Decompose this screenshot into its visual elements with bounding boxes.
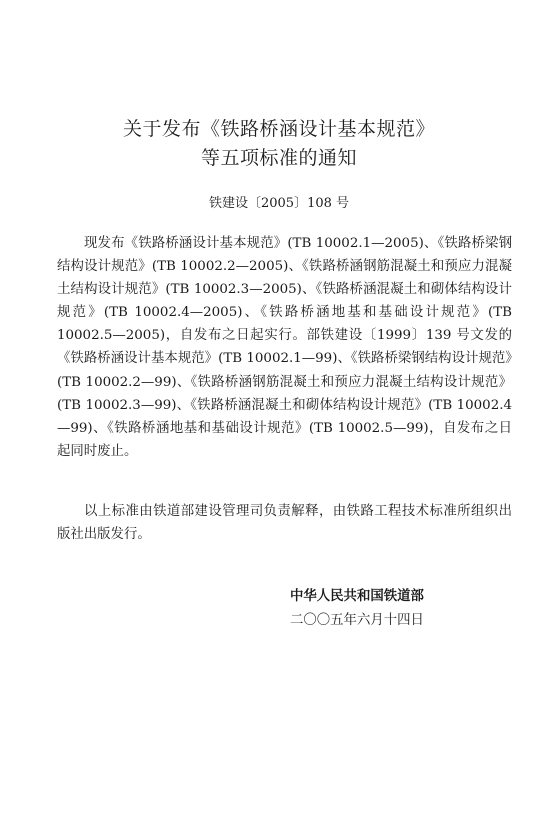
title-line-2: 等五项标准的通知 [200, 147, 357, 169]
issuer-name: 中华人民共和国铁道部 [290, 589, 424, 604]
issue-date: 二〇〇五年六月十四日 [290, 613, 424, 628]
title-line-1: 关于发布《铁路桥涵设计基本规范》 [122, 118, 435, 140]
body-paragraph-2: 以上标准由铁道部建设管理司负责解释，由铁路工程技术标准所组织出版社出版发行。 [57, 504, 512, 543]
document-number: 铁建设〔2005〕108 号 [208, 196, 350, 211]
body-paragraph-1: 现发布《铁路桥涵设计基本规范》(TB 10002.1—2005)、《铁路桥梁钢结构设计规范》(TB 10002.2—2005)、《铁路桥涵钢筋混凝土和预应力混凝土结构设计规范》(TB 10002.3—2005)、《铁路桥涵混凝土和砌体结构设计规范》(TB 10002.4—2005)、《铁路桥涵地基和基础设计规范》(TB 10002.5—2005)，自发布之日起实行。部铁建设〔1999〕139 号文发的《铁路桥涵设计基本规范》(TB 10002.1—99)、《铁路桥梁钢结构设计规范》(TB 10002.2—99)、《铁路桥涵钢筋混凝土和预应力混凝土结构设计规范》(TB 10002.3—99)、《铁路桥涵混凝土和砌体结构设计规范》(TB 10002.4—99)、《铁路桥涵地基和基础设计规范》(TB 10002.5—99)，自发布之日起同时废止。 [57, 236, 512, 459]
